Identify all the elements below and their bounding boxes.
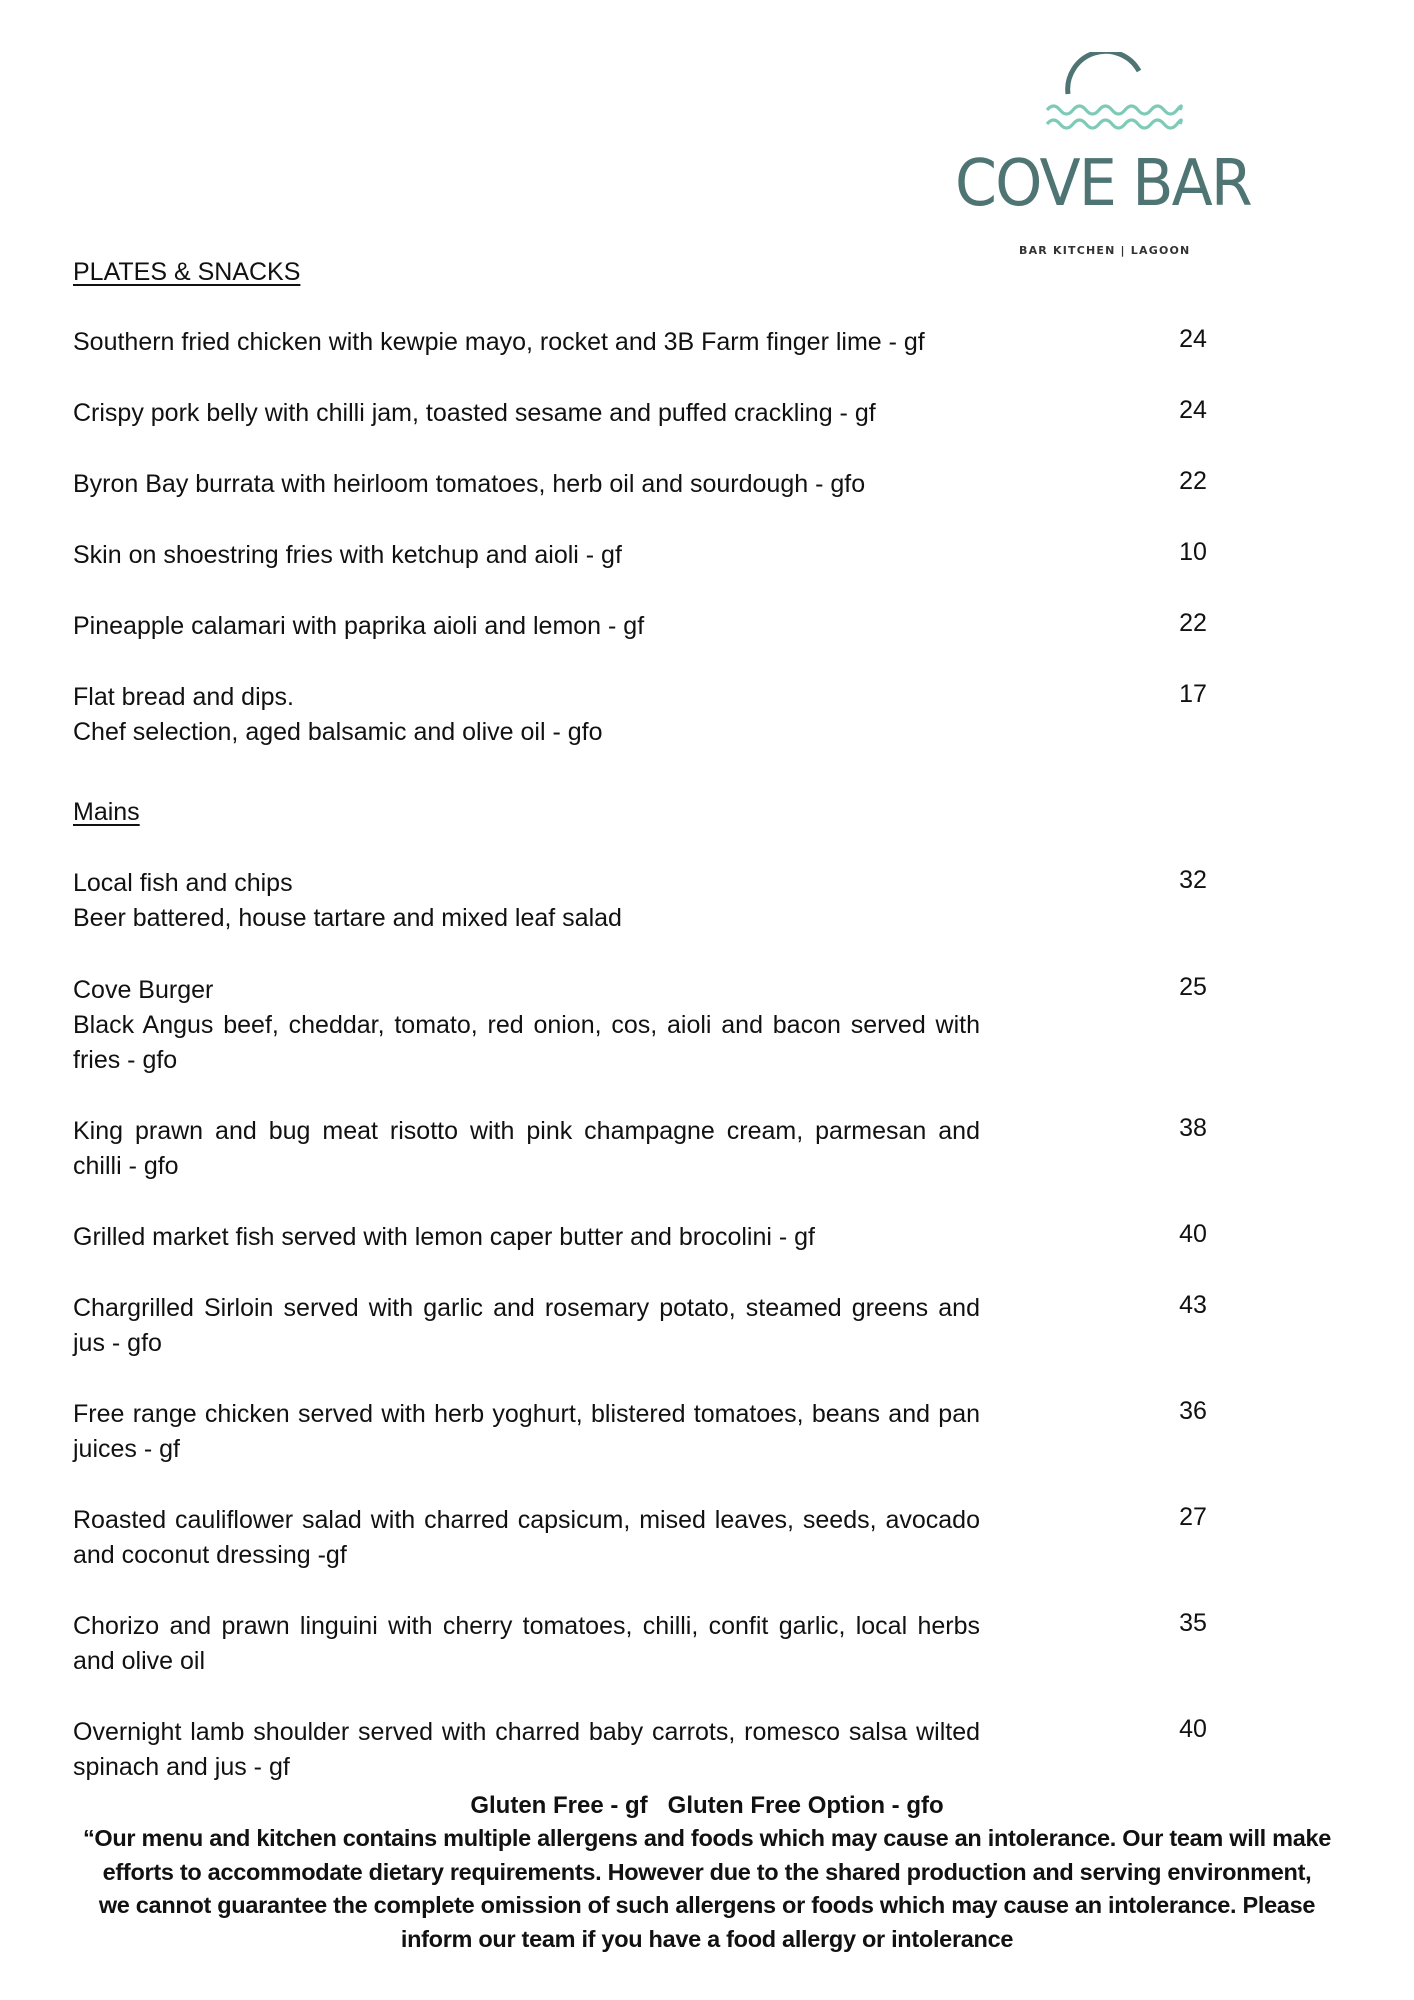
- item-detail: Beer battered, house tartare and mixed leaf salad: [73, 904, 622, 932]
- item-price: 24: [1179, 396, 1207, 424]
- item-description: [73, 866, 1073, 936]
- section-title-plates-snacks: PLATES & SNACKS: [73, 258, 301, 286]
- item-price: 24: [1179, 325, 1207, 353]
- item-detail: Chef selection, aged balsamic and olive oil - gfo: [73, 718, 603, 746]
- menu-item: [73, 1291, 1253, 1361]
- item-price: 25: [1179, 973, 1207, 1001]
- item-description: [73, 973, 980, 1078]
- item-price: 40: [1179, 1220, 1207, 1248]
- item-description: Overnight lamb shoulder served with charred baby carrots, romesco salsa wilted spinach and jus - gf: [73, 1718, 980, 1781]
- item-price: 10: [1179, 538, 1207, 566]
- item-description: [73, 680, 1073, 750]
- item-price: 43: [1179, 1291, 1207, 1319]
- cove-bar-logo: [955, 52, 1275, 267]
- item-description: Pineapple calamari with paprika aioli and lemon - gf: [73, 612, 645, 640]
- sun-waves-icon: [1037, 52, 1187, 132]
- item-price: 22: [1179, 609, 1207, 637]
- menu-item: [73, 1609, 1253, 1679]
- item-name: Cove Burger: [73, 976, 214, 1004]
- item-description: Chargrilled Sirloin served with garlic and rosemary potato, steamed greens and jus - gfo: [73, 1294, 980, 1357]
- allergen-disclaimer: “Our menu and kitchen contains multiple allergens and foods which may cause an intolerance. Our team will make efforts to accommodate dietary requirements. However due to the shared production and serving environment, we cannot guarantee the complete omission of such allergens or foods which may cause an intolerance. Please inform our team if you have a food allergy or intolerance: [82, 1825, 1332, 1952]
- brand-name: COVE BAR: [955, 147, 1251, 221]
- item-description: Free range chicken served with herb yoghurt, blistered tomatoes, beans and pan juices - gf: [73, 1400, 980, 1463]
- brand-tagline: BAR KITCHEN | LAGOON: [1019, 244, 1191, 257]
- item-description: Byron Bay burrata with heirloom tomatoes, herb oil and sourdough - gfo: [73, 470, 866, 498]
- menu-item: [73, 1397, 1253, 1467]
- menu-item: [73, 1503, 1253, 1573]
- item-description: Crispy pork belly with chilli jam, toasted sesame and puffed crackling - gf: [73, 399, 876, 427]
- item-price: 36: [1179, 1397, 1207, 1425]
- menu-item: [73, 866, 1253, 936]
- menu-item: [73, 973, 1253, 1078]
- item-price: 38: [1179, 1114, 1207, 1142]
- item-description: Chorizo and prawn linguini with cherry tomatoes, chilli, confit garlic, local herbs and olive oil: [73, 1612, 980, 1675]
- item-description: Southern fried chicken with kewpie mayo, rocket and 3B Farm finger lime - gf: [73, 328, 925, 356]
- item-name: Local fish and chips: [73, 869, 293, 897]
- item-description: King prawn and bug meat risotto with pink champagne cream, parmesan and chilli - gfo: [73, 1117, 980, 1180]
- menu-item: [73, 680, 1253, 750]
- item-price: 22: [1179, 467, 1207, 495]
- item-price: 32: [1179, 866, 1207, 894]
- item-description: Grilled market fish served with lemon caper butter and brocolini - gf: [73, 1223, 815, 1251]
- menu-item: [73, 1114, 1253, 1184]
- item-description: Roasted cauliflower salad with charred capsicum, mised leaves, seeds, avocado and coconut dressing -gf: [73, 1506, 980, 1569]
- item-description: Skin on shoestring fries with ketchup and aioli - gf: [73, 541, 622, 569]
- menu-item: [73, 609, 1253, 644]
- item-price: 27: [1179, 1503, 1207, 1531]
- item-price: 40: [1179, 1715, 1207, 1743]
- item-detail: Black Angus beef, cheddar, tomato, red onion, cos, aioli and bacon served with fries - gfo: [73, 1011, 980, 1074]
- menu-item: [73, 396, 1253, 431]
- menu-item: [73, 538, 1253, 573]
- menu-item: [73, 325, 1253, 360]
- item-price: 17: [1179, 680, 1207, 708]
- menu-item: [73, 1220, 1253, 1255]
- dietary-legend: Gluten Free - gf Gluten Free Option - gfo: [470, 1792, 944, 1819]
- menu-item: [73, 1715, 1253, 1785]
- item-name: Flat bread and dips.: [73, 683, 294, 711]
- section-title-mains: Mains: [73, 798, 140, 826]
- menu-item: [73, 467, 1253, 502]
- item-price: 35: [1179, 1609, 1207, 1637]
